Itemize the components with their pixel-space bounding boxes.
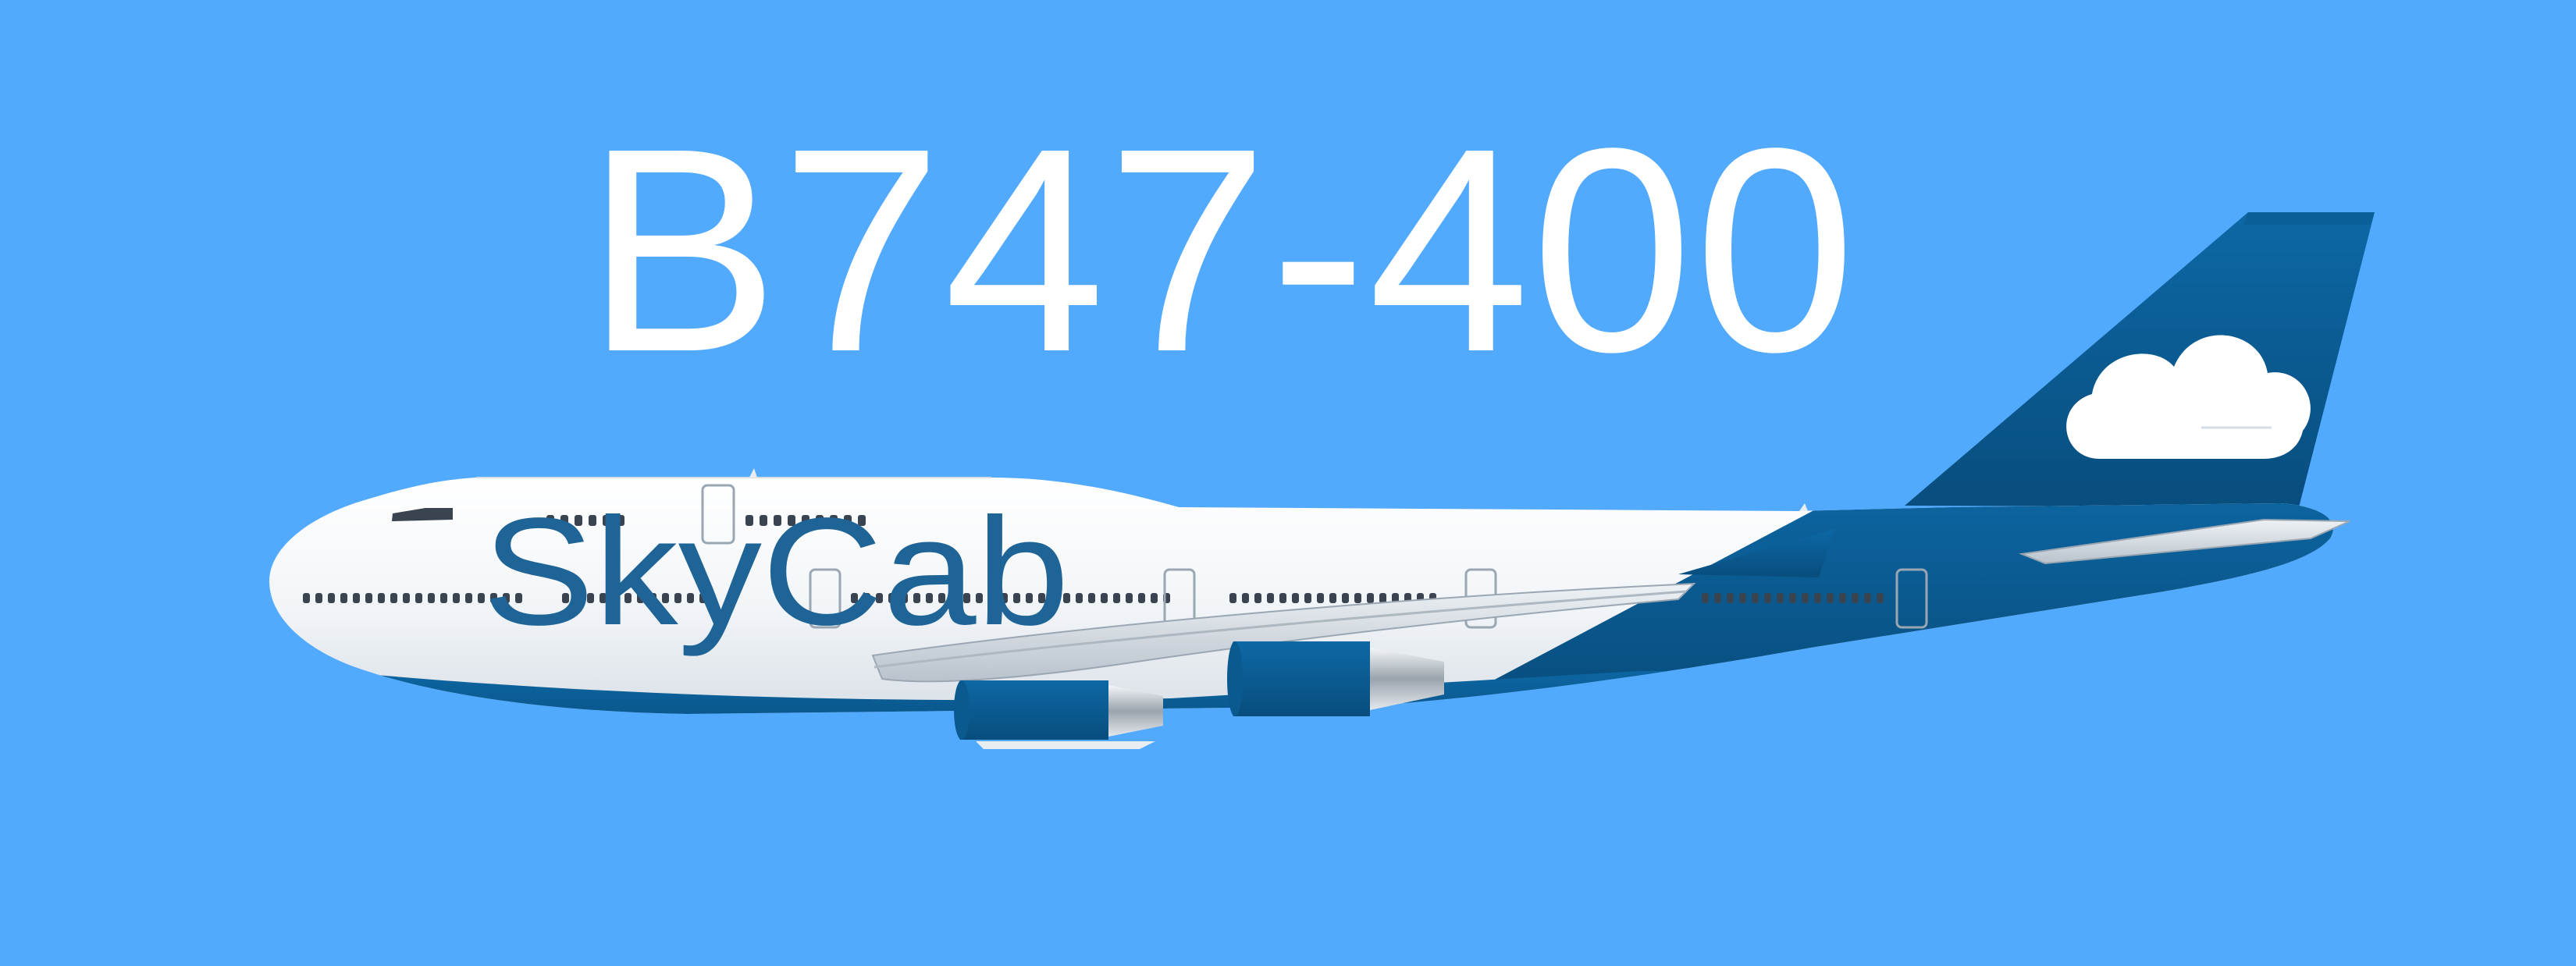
upper-antenna: [749, 468, 757, 478]
engine-outboard: [954, 680, 1163, 749]
dorsal-antenna: [1799, 503, 1808, 511]
tail-fin-edge: [2243, 212, 2375, 225]
airline-name: SkyCab: [482, 486, 1069, 657]
aircraft-model-title: B747-400: [585, 87, 1858, 412]
